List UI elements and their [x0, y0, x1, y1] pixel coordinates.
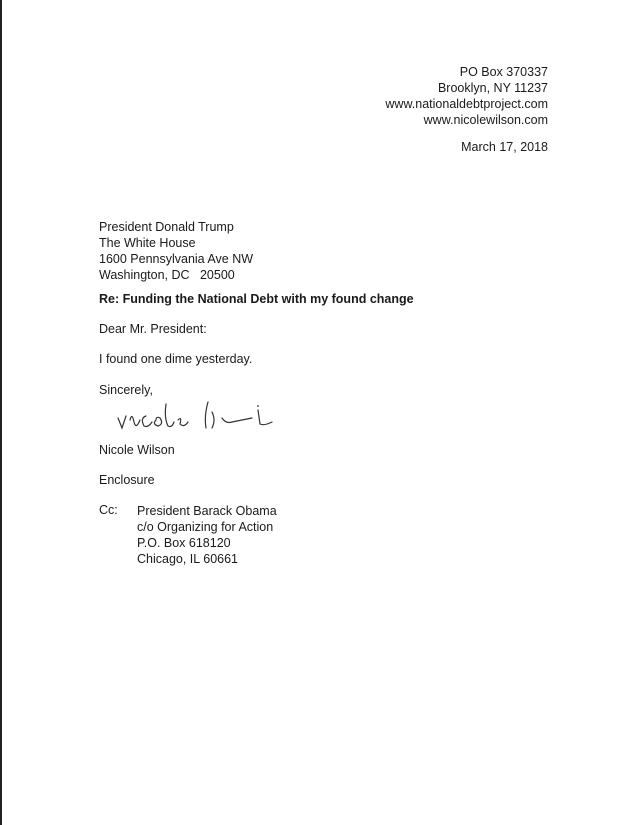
cc-line: c/o Organizing for Action	[137, 520, 274, 534]
closing: Sincerely,	[99, 383, 153, 397]
letter-date: March 17, 2018	[461, 140, 548, 154]
recipient-address	[99, 219, 253, 283]
cc-address	[137, 503, 277, 567]
sender-line: Brooklyn, NY 11237	[437, 81, 548, 95]
sender-line: www.nicolewilson.com	[423, 113, 548, 127]
handwritten-signature	[112, 398, 282, 438]
sender-line: PO Box 370337	[459, 65, 548, 79]
scan-edge	[0, 0, 2, 825]
salutation: Dear Mr. President:	[99, 322, 207, 336]
sender-line: www.nationaldebtproject.com	[385, 97, 548, 111]
enclosure-note: Enclosure	[99, 473, 155, 487]
recipient-line: 1600 Pennsylvania Ave NW	[99, 252, 254, 266]
cc-line: Chicago, IL 60661	[137, 552, 239, 566]
letter-body: I found one dime yesterday.	[99, 352, 253, 366]
cc-line: P.O. Box 618120	[137, 536, 231, 550]
recipient-line: The White House	[99, 236, 196, 250]
subject-line: Re: Funding the National Debt with my found change	[99, 292, 414, 306]
cc-line: President Barack Obama	[137, 504, 277, 518]
recipient-line: Washington, DC 20500	[99, 268, 235, 282]
recipient-line: President Donald Trump	[99, 220, 234, 234]
signer-name: Nicole Wilson	[99, 443, 175, 457]
cc-label: Cc:	[99, 503, 118, 517]
sender-address	[385, 64, 548, 128]
